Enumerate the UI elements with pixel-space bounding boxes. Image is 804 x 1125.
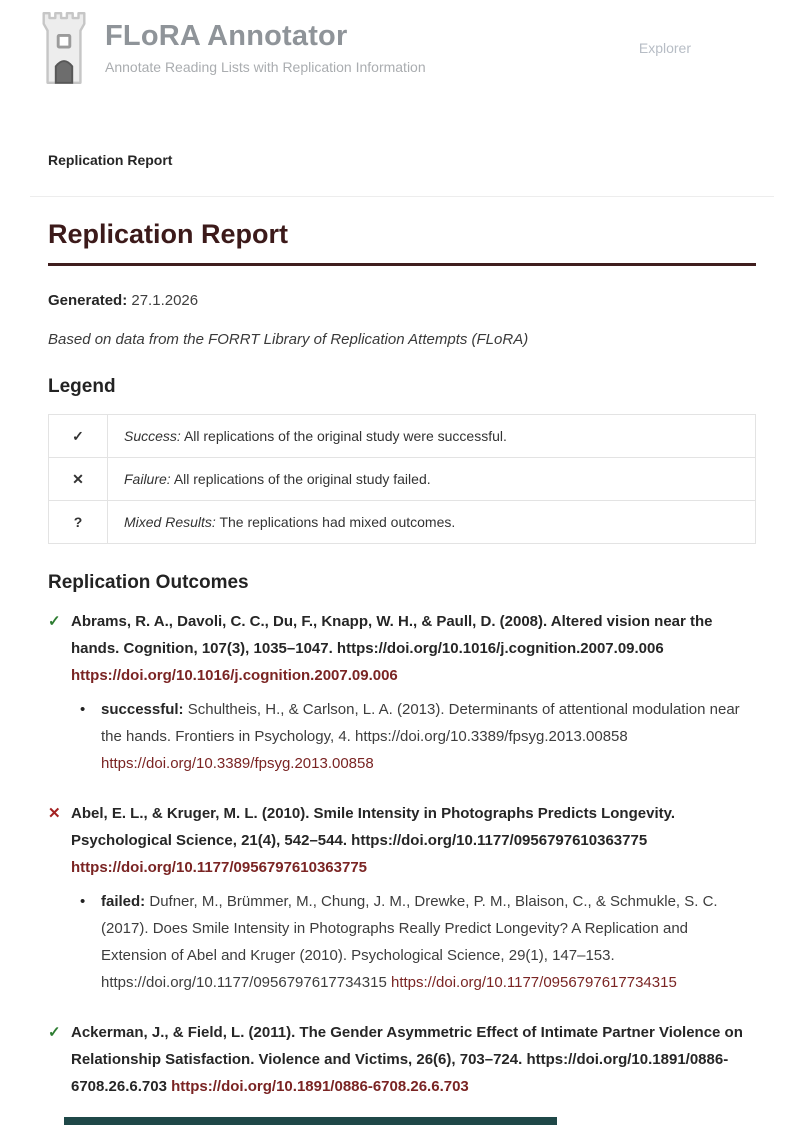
legend-description: All replications of the original study were successful. [183, 428, 507, 444]
page-title: Replication Report [48, 219, 756, 266]
legend-heading: Legend [48, 376, 116, 397]
citation-text: Ackerman, J., & Field, L. (2011). The Gender Asymmetric Effect of Intimate Partner Violence on Relationship Satisfaction. Violence and Victims, 26(6), 703–724. https://doi.org/10.1891/0886-6708.26.6.703 [71, 1024, 743, 1095]
outcomes-heading: Replication Outcomes [48, 572, 249, 593]
success-check-icon: ✓ [48, 613, 61, 630]
brand-text [105, 8, 426, 75]
legend-text-success [108, 415, 756, 458]
app-subtitle: Annotate Reading Lists with Replication Information [105, 59, 426, 75]
legend-text-mixed [108, 501, 756, 544]
replication-outcome-label: failed: [101, 893, 146, 910]
outcome-entry [48, 1019, 756, 1100]
nav-link-explorer[interactable]: Explorer [638, 40, 691, 56]
citation-text: Abrams, R. A., Davoli, C. C., Du, F., Knapp, W. H., & Paull, D. (2008). Altered vision near the hands. Cognition, 107(3), 1035–1047. https://doi.org/10.1016/j.cognition.2007.09.006 [71, 613, 713, 657]
castle-tower-logo-icon [35, 8, 93, 88]
legend-description: All replications of the original study failed. [173, 471, 431, 487]
legend-row-success [49, 415, 756, 458]
app-header [0, 0, 804, 100]
legend-term: Mixed Results: [124, 514, 216, 530]
source-note: Based on data from the FORRT Library of Replication Attempts (FLoRA) [48, 331, 529, 348]
citation [71, 1019, 756, 1100]
replication-text: Dufner, M., Brümmer, M., Chung, J. M., Drewke, P. M., Blaison, C., & Schmukle, S. C. (2017). Does Smile Intensity in Photographs Really Predict Longevity? A Replication and Extension of Abel and Kruger (2010). Psychological Science, 29(1), 147–153. https://doi.org/10.1177/0956797617734315 [101, 893, 718, 991]
outcome-entry [48, 608, 756, 777]
generated-value: 27.1.2026 [131, 292, 199, 309]
entry-body [71, 800, 756, 996]
breadcrumb: Replication Report [48, 152, 173, 168]
legend-description: The replications had mixed outcomes. [219, 514, 456, 530]
legend-text-failure [108, 458, 756, 501]
replications-list [71, 888, 756, 996]
replication-item [71, 696, 756, 777]
failure-x-icon: ✕ [48, 805, 61, 822]
doi-link[interactable]: https://doi.org/10.1891/0886-6708.26.6.703 [171, 1078, 469, 1095]
success-check-icon: ✓ [48, 1024, 61, 1041]
legend-table [48, 414, 756, 544]
citation-text: Abel, E. L., & Kruger, M. L. (2010). Smile Intensity in Photographs Predicts Longevity. Psychological Science, 21(4), 542–544. https://doi.org/10.1177/0956797610363775 [71, 805, 675, 849]
citation [71, 800, 756, 881]
app-title: FLoRA Annotator [105, 20, 348, 52]
doi-link[interactable]: https://doi.org/10.1016/j.cognition.2007.09.006 [71, 667, 398, 684]
success-check-icon: ✓ [49, 415, 108, 458]
replication-text: Schultheis, H., & Carlson, L. A. (2013). Determinants of attentional modulation near the hands. Frontiers in Psychology, 4. https://doi.org/10.3389/fpsyg.2013.00858 [101, 701, 740, 745]
doi-link[interactable]: https://doi.org/10.3389/fpsyg.2013.00858 [101, 755, 374, 772]
mixed-question-icon: ? [49, 501, 108, 544]
entry-body [71, 608, 756, 777]
citation [71, 608, 756, 689]
app-brand[interactable] [35, 8, 426, 88]
legend-term: Failure: [124, 471, 171, 487]
replication-item [71, 888, 756, 996]
doi-link[interactable]: https://doi.org/10.1177/0956797617734315 [390, 974, 677, 991]
outcomes-list [48, 608, 756, 1100]
legend-row-failure [49, 458, 756, 501]
doi-link[interactable]: https://doi.org/10.1177/0956797610363775 [71, 859, 368, 876]
outcome-entry [48, 800, 756, 996]
divider [30, 196, 774, 197]
report-content [0, 152, 804, 1100]
generated-line [48, 292, 756, 309]
entry-body [71, 1019, 756, 1100]
replications-list [71, 696, 756, 777]
replication-outcome-label: successful: [101, 701, 184, 718]
failure-x-icon: ✕ [49, 458, 108, 501]
legend-term: Success: [124, 428, 181, 444]
bottom-bar [64, 1117, 557, 1125]
legend-row-mixed [49, 501, 756, 544]
generated-label: Generated: [48, 292, 128, 309]
